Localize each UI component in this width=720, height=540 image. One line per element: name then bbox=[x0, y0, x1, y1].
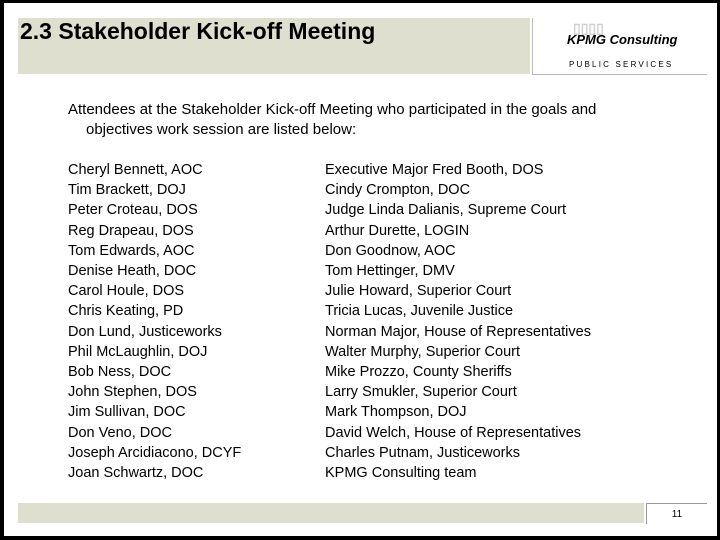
attendee-item: Larry Smukler, Superior Court bbox=[325, 384, 517, 401]
attendee-item: Mike Prozzo, County Sheriffs bbox=[325, 364, 512, 381]
attendees-left-column bbox=[68, 160, 241, 483]
intro-line-1: Attendees at the Stakeholder Kick-off Meeting who participated in the goals and bbox=[68, 101, 597, 118]
attendee-item: Tom Edwards, AOC bbox=[68, 242, 195, 259]
attendee-item: Judge Linda Dalianis, Supreme Court bbox=[325, 202, 566, 219]
attendee-item: Joseph Arcidiacono, DCYF bbox=[68, 444, 242, 461]
attendee-item: Mark Thompson, DOJ bbox=[325, 404, 467, 421]
attendee-item: Norman Major, House of Representatives bbox=[325, 323, 591, 340]
attendee-item: Don Goodnow, AOC bbox=[325, 242, 456, 259]
attendee-item: Bob Ness, DOC bbox=[68, 364, 172, 381]
attendee-item: Carol Houle, DOS bbox=[68, 283, 185, 300]
attendee-item: Jim Sullivan, DOC bbox=[68, 404, 186, 421]
attendee-item: Tom Hettinger, DMV bbox=[325, 263, 455, 280]
attendee-item: Cheryl Bennett, AOC bbox=[68, 162, 203, 178]
intro-text bbox=[68, 100, 668, 140]
footer-bar bbox=[18, 503, 644, 523]
logo-mark-icon: ▯▯▯▯ bbox=[573, 20, 604, 36]
attendee-item: Arthur Durette, LOGIN bbox=[325, 222, 470, 239]
attendees-right-column bbox=[325, 160, 591, 483]
attendee-item: Cindy Crompton, DOC bbox=[325, 182, 471, 199]
attendee-item: Charles Putnam, Justiceworks bbox=[325, 444, 521, 461]
logo bbox=[532, 18, 707, 75]
logo-text: KPMG Consulting bbox=[567, 32, 678, 47]
attendee-item: Julie Howard, Superior Court bbox=[325, 283, 512, 300]
logo-subtitle: PUBLIC SERVICES bbox=[569, 60, 674, 69]
page-title: 2.3 Stakeholder Kick-off Meeting bbox=[20, 18, 376, 44]
attendee-item: Tricia Lucas, Juvenile Justice bbox=[325, 303, 514, 320]
attendee-item: Denise Heath, DOC bbox=[68, 263, 197, 280]
attendee-item: Phil McLaughlin, DOJ bbox=[68, 343, 208, 360]
intro-line-2: objectives work session are listed below: bbox=[86, 121, 357, 138]
attendee-item: David Welch, House of Representatives bbox=[325, 424, 582, 441]
attendee-item: Peter Croteau, DOS bbox=[68, 202, 198, 219]
page-number: 11 bbox=[646, 503, 707, 524]
slide-page bbox=[4, 3, 717, 536]
attendee-item: Chris Keating, PD bbox=[68, 303, 184, 320]
attendee-item: Don Veno, DOC bbox=[68, 424, 172, 441]
attendee-item: Don Lund, Justiceworks bbox=[68, 323, 222, 340]
attendee-item: Joan Schwartz, DOC bbox=[68, 465, 204, 482]
attendee-item: John Stephen, DOS bbox=[68, 384, 197, 401]
attendee-item: Walter Murphy, Superior Court bbox=[325, 343, 521, 360]
attendee-item: KPMG Consulting team bbox=[325, 465, 477, 482]
attendee-item: Reg Drapeau, DOS bbox=[68, 222, 194, 239]
attendee-item: Tim Brackett, DOJ bbox=[68, 182, 186, 199]
attendee-item: Executive Major Fred Booth, DOS bbox=[325, 162, 544, 178]
